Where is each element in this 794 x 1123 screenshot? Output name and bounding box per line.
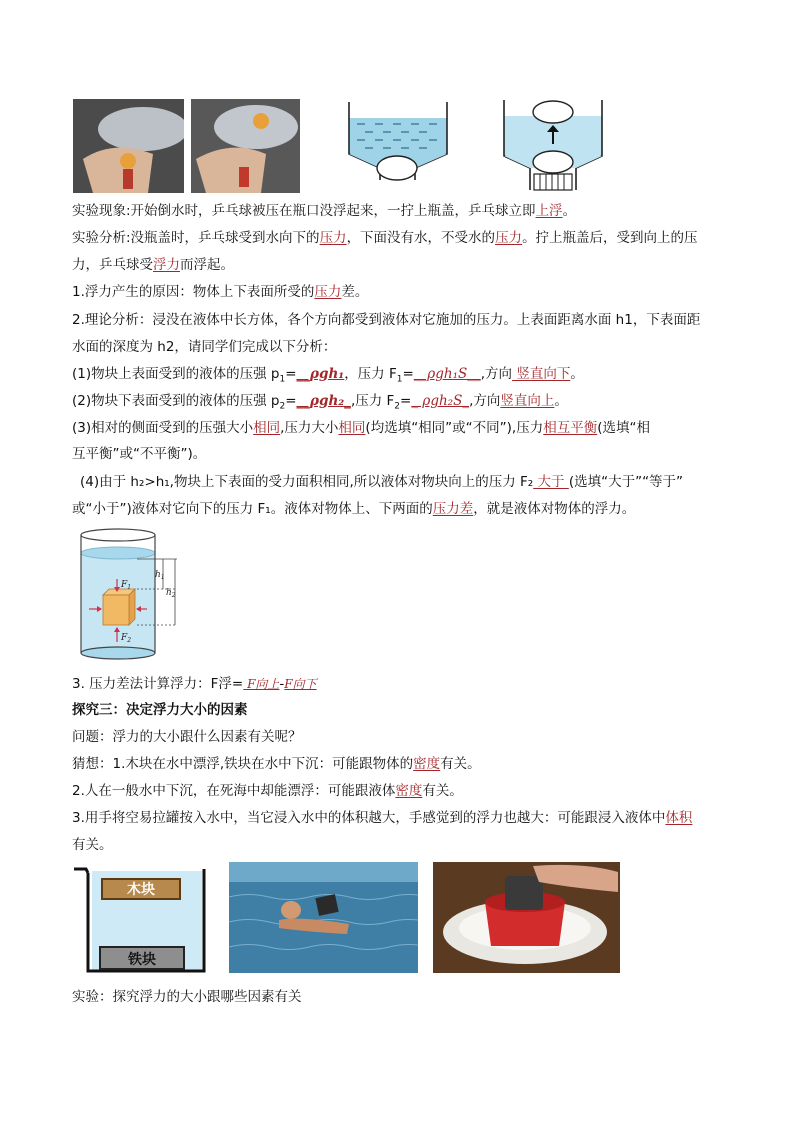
wood-iron-beaker-diagram [72,865,210,975]
svg-text:h1: $h_1$ [155,570,165,581]
buoyancy-cause: 1.浮力产生的原因：物体上下表面所受的压力差。 [72,284,369,300]
svg-text:F2: $F_2$ [121,633,132,644]
analysis-item-4-cont: 或“小于”)液体对它向下的压力 F₁。液体对物体上、下两面的压力差，就是液体对物体的浮力。 [72,501,636,517]
analysis-item-3: (3)相对的侧面受到的压强大小相同,压力大小相同(均选填“相同”或“不同”),压力相互平衡(选填“相 [72,420,650,436]
experiment-analysis-2: 力，乒乓球受浮力而浮起。 [72,257,234,273]
guess-3-cont: 有关。 [72,837,113,853]
funnel-diagram-ball-up [500,98,610,195]
can-in-water-photo [433,862,620,973]
analysis-item-1: (1)物块上表面受到的液体的压强 $p_1=\_\_\rho gh_1$，压力 $F_1=\_\_\rho gh_1S\_\_$,方向 竖直向下。 [72,366,584,385]
experiment-title: 实验：探究浮力的大小跟哪些因素有关 [72,989,302,1005]
svg-text:F1: $F_1$ [121,580,132,591]
theory-analysis-1: 2.理论分析：浸没在液体中长方体，各个方向都受到液体对它施加的压力。上表面距离水面 h1，下表面距 [72,312,701,328]
cube-in-liquid-diagram [77,527,189,662]
analysis-item-3-cont: 互平衡”或“不平衡”)。 [72,446,207,462]
dead-sea-photo [229,862,418,973]
analysis-item-4: (4)由于 h₂>h₁,物块上下表面的受力面积相同,所以液体对物块向上的压力 F₂ 大于 (选填“大于”“等于” [80,474,684,490]
question: 问题：浮力的大小跟什么因素有关呢？ [72,729,302,745]
guess-1: 猜想：1.木块在水中漂浮,铁块在水中下沉：可能跟物体的密度有关。 [72,756,481,772]
bottle-photo-1 [73,99,184,193]
experiment-phenomenon: 实验现象:开始倒水时，乒乓球被压在瓶口没浮起来，一拧上瓶盖，乒乓球立即上浮。 [72,203,577,219]
experiment-analysis-1: 实验分析:没瓶盖时，乒乓球受到水向下的压力，下面没有水，不受水的压力。拧上瓶盖后，受到向上的压 [72,230,698,246]
guess-2: 2.人在一般水中下沉，在死海中却能漂浮：可能跟液体密度有关。 [72,783,463,799]
bottle-photo-2 [191,99,300,193]
guess-3: 3.用手将空易拉罐按入水中，当它浸入水中的体积越大，手感觉到的浮力也越大：可能跟浸入液体中体积 [72,810,693,826]
svg-text:铁块: 铁块 [128,952,156,968]
svg-text:木块: 木块 [127,882,155,898]
svg-text:h2: $h_2$ [166,588,176,599]
analysis-item-2: (2)物块下表面受到的液体的压强 $p_2=\_\_\rho gh_2\_$,压力 $F_2=\_$ ρgh₂S_,方向竖直向上。 [72,393,568,412]
funnel-diagram-ball-down [345,100,455,195]
pressure-difference-formula: 3. 压力差法计算浮力：F浮= F向上-F向下 [72,676,317,692]
theory-analysis-2: 水面的深度为 h2，请同学们完成以下分析： [72,339,337,355]
section-heading-explore-3: 探究三：决定浮力大小的因素 [72,702,248,718]
